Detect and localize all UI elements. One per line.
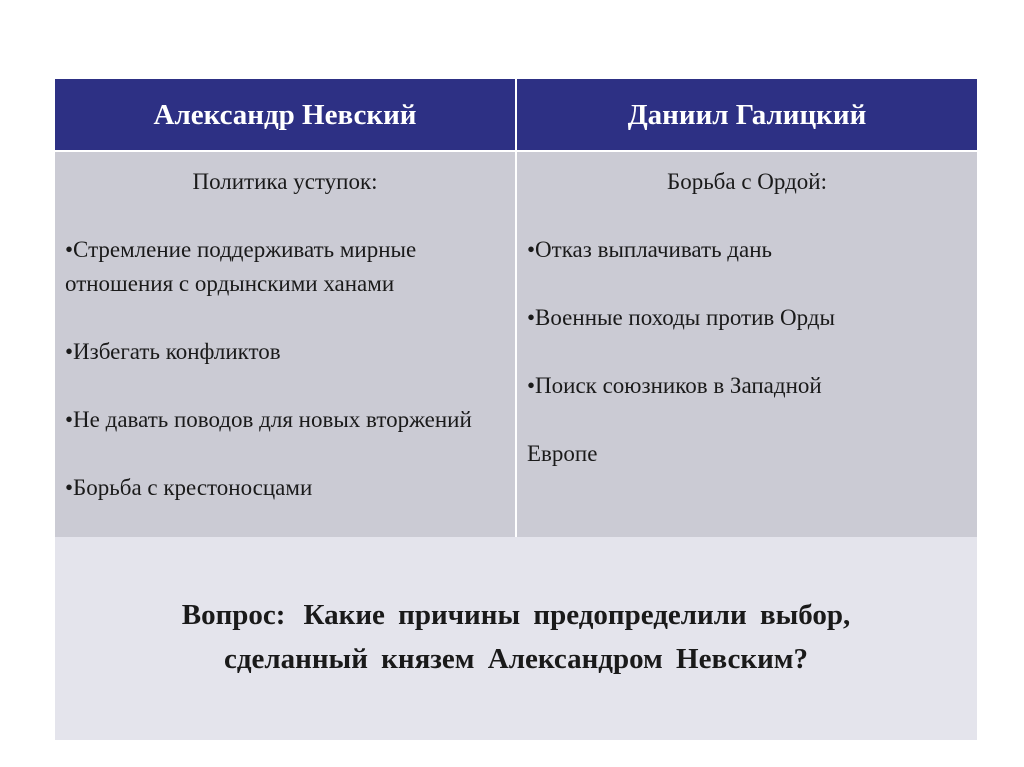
list-item: •Военные походы против Орды (527, 305, 835, 330)
header-nevsky: Александр Невский (55, 79, 515, 151)
nevsky-cell (55, 151, 515, 537)
list-item: •Стремление поддерживать мирные отношения с ордынскими ханами (65, 237, 417, 296)
question-row (55, 537, 977, 740)
list-item: •Отказ выплачивать дань (527, 237, 773, 262)
galitsky-cell (517, 151, 977, 537)
list-item: •Не давать поводов для новых вторжений (65, 407, 472, 432)
question-line-1 (55, 593, 977, 637)
nevsky-policy-list (65, 233, 505, 505)
header-divider (55, 150, 977, 152)
list-item: •Борьба с крестоносцами (65, 475, 313, 500)
list-item: •Избегать конфликтов (65, 339, 281, 364)
nevsky-policy-heading: Политика уступок: (192, 169, 378, 194)
question-text-1: Какие причины предопределили выбор, (303, 599, 851, 631)
header-galitsky: Даниил Галицкий (517, 79, 977, 151)
list-item: Европе (527, 441, 598, 466)
column-divider (515, 79, 517, 537)
comparison-table (55, 79, 977, 740)
galitsky-policy-list (527, 233, 967, 471)
question-label: Вопрос: (181, 599, 286, 631)
list-item: •Поиск союзников в Западной (527, 373, 822, 398)
question-text-2: сделанный князем Александром Невским? (223, 643, 809, 675)
galitsky-policy-heading: Борьба с Ордой: (666, 169, 828, 194)
